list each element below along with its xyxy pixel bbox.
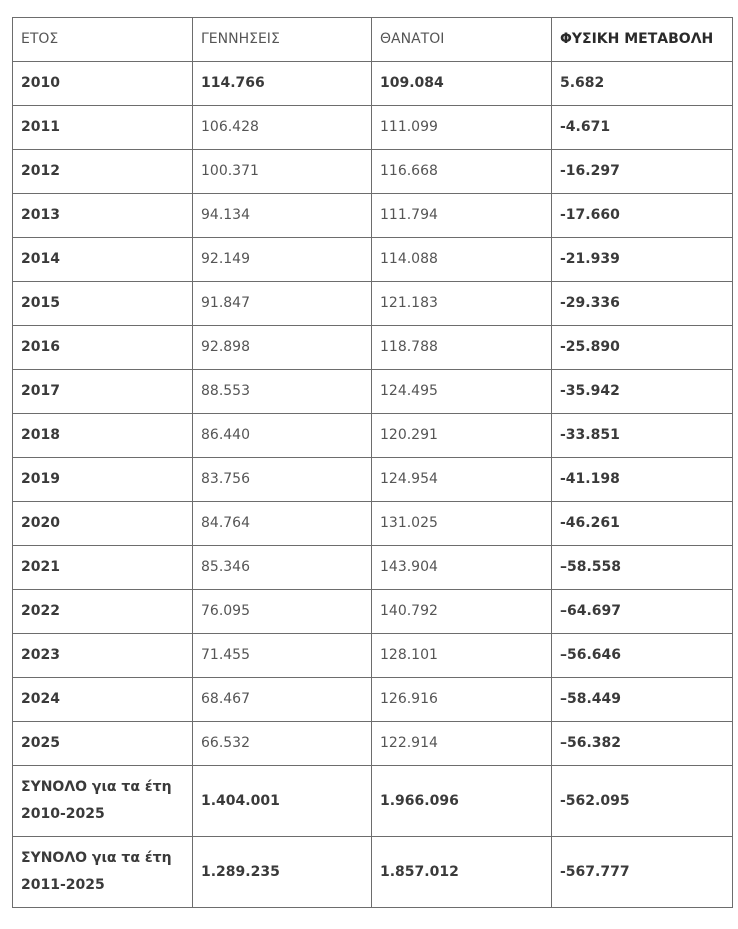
table-row (13, 590, 733, 634)
total-row (13, 766, 733, 837)
natural-change-cell: -21.939 (552, 238, 733, 282)
year-cell: 2019 (13, 458, 193, 502)
table-row (13, 370, 733, 414)
deaths-cell: 120.291 (372, 414, 552, 458)
deaths-cell: 140.792 (372, 590, 552, 634)
natural-change-cell: –58.558 (552, 546, 733, 590)
deaths-cell: 116.668 (372, 150, 552, 194)
natural-change-cell: -25.890 (552, 326, 733, 370)
header-births: ΓΕΝΝΗΣΕΙΣ (193, 18, 372, 62)
deaths-cell: 124.954 (372, 458, 552, 502)
births-cell: 71.455 (193, 634, 372, 678)
births-cell: 114.766 (193, 62, 372, 106)
natural-change-cell: -16.297 (552, 150, 733, 194)
natural-change-cell: -4.671 (552, 106, 733, 150)
year-cell: 2018 (13, 414, 193, 458)
births-cell: 92.898 (193, 326, 372, 370)
total-label-cell: ΣΥΝΟΛΟ για τα έτη 2010-2025 (13, 766, 193, 837)
natural-change-cell: –56.382 (552, 722, 733, 766)
natural-change-cell: -46.261 (552, 502, 733, 546)
births-cell: 68.467 (193, 678, 372, 722)
year-cell: 2025 (13, 722, 193, 766)
births-cell: 92.149 (193, 238, 372, 282)
deaths-cell: 109.084 (372, 62, 552, 106)
births-cell: 76.095 (193, 590, 372, 634)
births-cell: 86.440 (193, 414, 372, 458)
total-row (13, 837, 733, 908)
births-cell: 94.134 (193, 194, 372, 238)
table-row (13, 150, 733, 194)
year-cell: 2023 (13, 634, 193, 678)
total-natural-change-cell: -567.777 (552, 837, 733, 908)
table-row (13, 326, 733, 370)
year-cell: 2011 (13, 106, 193, 150)
deaths-cell: 131.025 (372, 502, 552, 546)
year-cell: 2015 (13, 282, 193, 326)
total-deaths-cell: 1.857.012 (372, 837, 552, 908)
total-label-cell: ΣΥΝΟΛΟ για τα έτη 2011-2025 (13, 837, 193, 908)
table-row (13, 414, 733, 458)
table-row (13, 282, 733, 326)
header-deaths: ΘΑΝΑΤΟΙ (372, 18, 552, 62)
births-cell: 66.532 (193, 722, 372, 766)
births-cell: 106.428 (193, 106, 372, 150)
births-cell: 84.764 (193, 502, 372, 546)
table-container (12, 17, 733, 908)
table-row (13, 502, 733, 546)
births-cell: 88.553 (193, 370, 372, 414)
table-row (13, 458, 733, 502)
year-cell: 2022 (13, 590, 193, 634)
deaths-cell: 118.788 (372, 326, 552, 370)
year-cell: 2010 (13, 62, 193, 106)
total-births-cell: 1.404.001 (193, 766, 372, 837)
year-cell: 2020 (13, 502, 193, 546)
natural-change-cell: -17.660 (552, 194, 733, 238)
year-cell: 2012 (13, 150, 193, 194)
deaths-cell: 126.916 (372, 678, 552, 722)
deaths-cell: 114.088 (372, 238, 552, 282)
table-row (13, 634, 733, 678)
total-births-cell: 1.289.235 (193, 837, 372, 908)
table-row (13, 194, 733, 238)
natural-change-cell: –58.449 (552, 678, 733, 722)
table-row (13, 106, 733, 150)
year-cell: 2014 (13, 238, 193, 282)
natural-change-cell: -35.942 (552, 370, 733, 414)
year-cell: 2024 (13, 678, 193, 722)
deaths-cell: 128.101 (372, 634, 552, 678)
births-cell: 85.346 (193, 546, 372, 590)
total-natural-change-cell: -562.095 (552, 766, 733, 837)
year-cell: 2016 (13, 326, 193, 370)
deaths-cell: 124.495 (372, 370, 552, 414)
deaths-cell: 111.099 (372, 106, 552, 150)
year-cell: 2017 (13, 370, 193, 414)
natural-change-cell: –56.646 (552, 634, 733, 678)
table-row (13, 722, 733, 766)
deaths-cell: 143.904 (372, 546, 552, 590)
header-year: ΕΤΟΣ (13, 18, 193, 62)
natural-change-cell: –64.697 (552, 590, 733, 634)
table-row (13, 62, 733, 106)
table-row (13, 238, 733, 282)
natural-change-cell: -41.198 (552, 458, 733, 502)
header-natural-change: ΦΥΣΙΚΗ ΜΕΤΑΒΟΛΗ (552, 18, 733, 62)
table-row (13, 678, 733, 722)
births-cell: 91.847 (193, 282, 372, 326)
natural-change-cell: 5.682 (552, 62, 733, 106)
births-cell: 83.756 (193, 458, 372, 502)
deaths-cell: 122.914 (372, 722, 552, 766)
year-cell: 2013 (13, 194, 193, 238)
header-row (13, 18, 733, 62)
deaths-cell: 121.183 (372, 282, 552, 326)
total-deaths-cell: 1.966.096 (372, 766, 552, 837)
births-deaths-table (12, 17, 733, 908)
year-cell: 2021 (13, 546, 193, 590)
table-row (13, 546, 733, 590)
natural-change-cell: -33.851 (552, 414, 733, 458)
deaths-cell: 111.794 (372, 194, 552, 238)
natural-change-cell: -29.336 (552, 282, 733, 326)
births-cell: 100.371 (193, 150, 372, 194)
